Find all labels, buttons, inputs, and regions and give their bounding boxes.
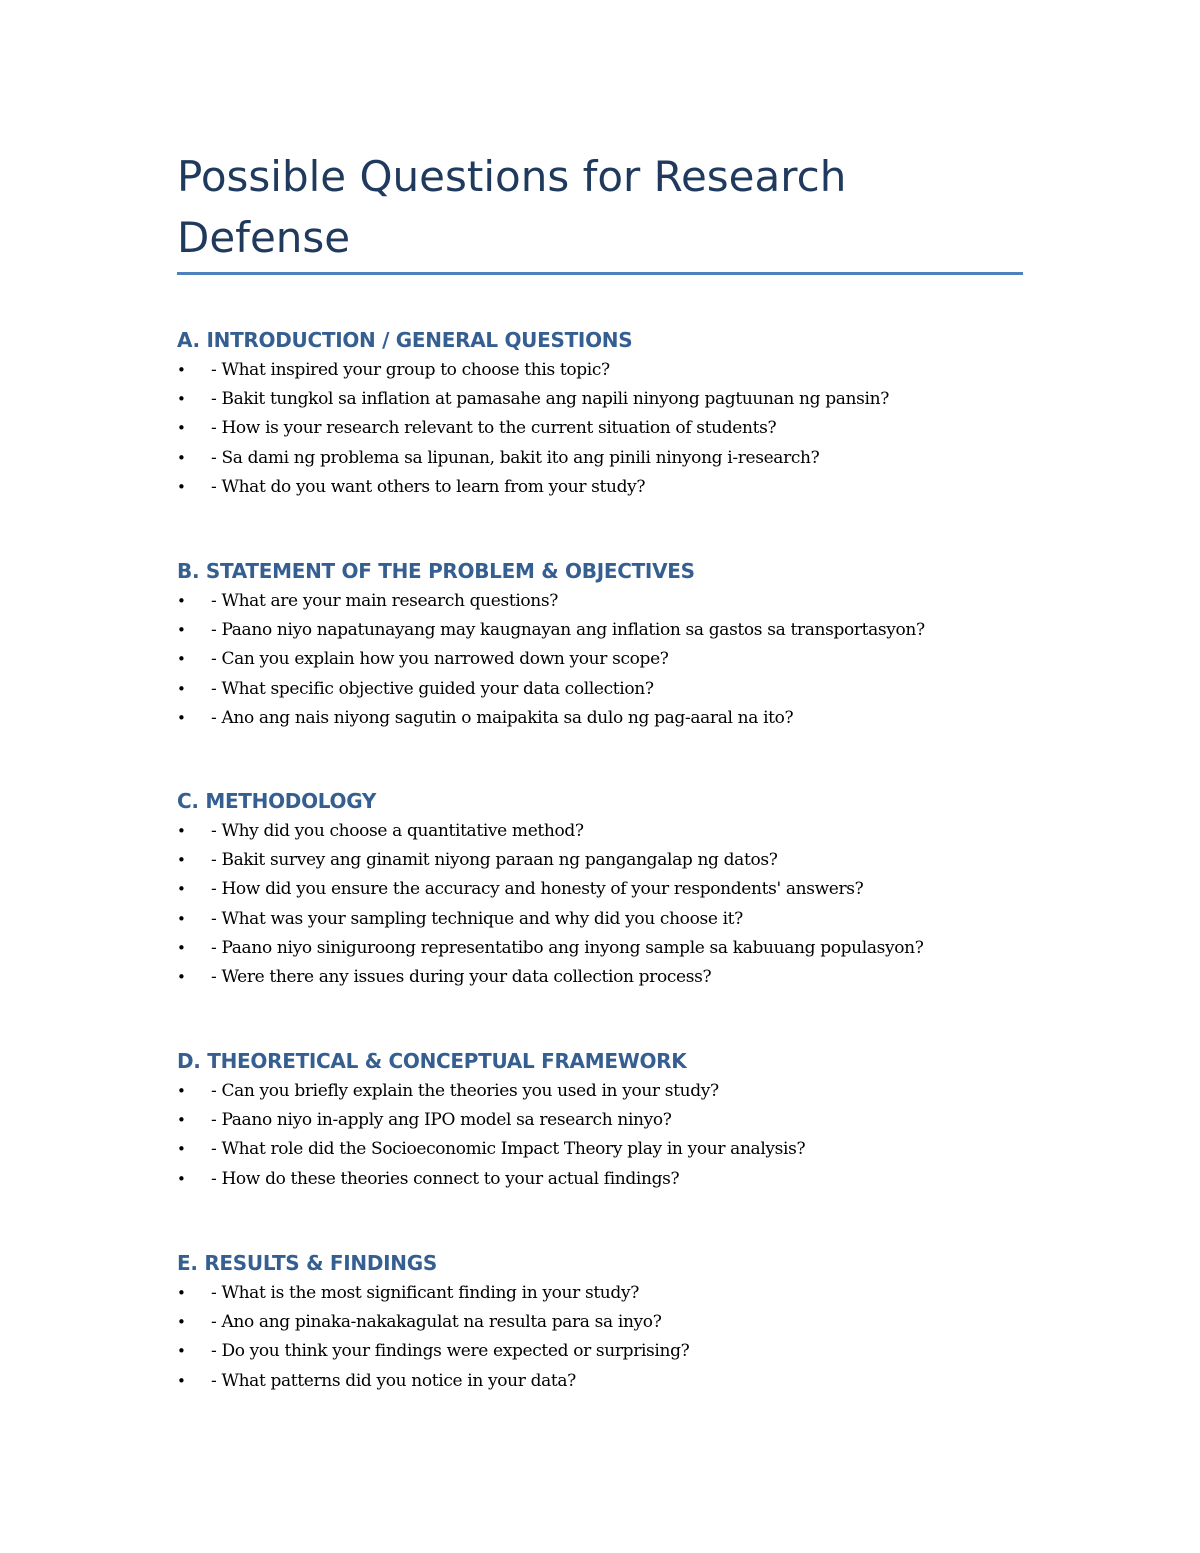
bullet-icon: • bbox=[177, 592, 186, 610]
bullet-icon: • bbox=[177, 390, 186, 409]
list-item bbox=[177, 385, 1077, 414]
question-text: - How do these theories connect to your actual findings? bbox=[211, 1168, 680, 1189]
section-heading: B. STATEMENT OF THE PROBLEM & OBJECTIVES bbox=[177, 559, 695, 583]
bullet-icon: • bbox=[177, 967, 186, 986]
bullet-icon: • bbox=[177, 938, 186, 957]
bullet-icon: • bbox=[177, 880, 186, 899]
bullet-icon: • bbox=[177, 1371, 186, 1390]
bullet-icon: • bbox=[177, 1313, 186, 1332]
list-item bbox=[177, 1337, 1077, 1366]
question-text: - What is the most significant finding in your study? bbox=[211, 1283, 639, 1303]
section-problem-objectives bbox=[177, 556, 1077, 733]
question-text: - Sa dami ng problema sa lipunan, bakit ito ang pinili ninyong i-research? bbox=[211, 447, 820, 468]
list-item bbox=[177, 1165, 1077, 1194]
list-item bbox=[177, 963, 1077, 992]
bullet-icon: • bbox=[177, 909, 186, 928]
list-item bbox=[177, 1367, 1077, 1396]
question-text: - Do you think your findings were expected or surprising? bbox=[211, 1341, 690, 1362]
list-item bbox=[177, 473, 1077, 502]
list-item bbox=[177, 934, 1077, 963]
question-text: - Why did you choose a quantitative method? bbox=[211, 821, 584, 841]
list-item bbox=[177, 1106, 1077, 1135]
question-text: - Were there any issues during your data collection process? bbox=[211, 966, 712, 987]
bullet-icon: • bbox=[177, 1342, 186, 1361]
question-text: - Paano niyo in-apply ang IPO model sa research ninyo? bbox=[211, 1110, 672, 1131]
list-item bbox=[177, 875, 1077, 904]
question-text: - Bakit tungkol sa inflation at pamasahe ang napili ninyong pagtuunan ng pansin? bbox=[211, 389, 889, 410]
document-title: Possible Questions for Research Defense bbox=[177, 152, 847, 262]
question-text: - How did you ensure the accuracy and honesty of your respondents' answers? bbox=[211, 879, 864, 900]
question-list bbox=[177, 817, 1077, 992]
list-item bbox=[177, 616, 1077, 645]
bullet-icon: • bbox=[177, 419, 186, 438]
question-text: - Can you briefly explain the theories you used in your study? bbox=[211, 1081, 719, 1101]
section-results bbox=[177, 1248, 1077, 1396]
question-text: - What inspired your group to choose this topic? bbox=[211, 360, 610, 380]
section-heading: D. THEORETICAL & CONCEPTUAL FRAMEWORK bbox=[177, 1049, 687, 1073]
section-methodology bbox=[177, 786, 1077, 992]
list-item bbox=[177, 1279, 1077, 1308]
question-text: - What are your main research questions? bbox=[211, 591, 559, 611]
list-item bbox=[177, 704, 1077, 733]
title-underline bbox=[177, 272, 1023, 275]
bullet-icon: • bbox=[177, 851, 186, 870]
bullet-icon: • bbox=[177, 1284, 186, 1302]
section-heading: E. RESULTS & FINDINGS bbox=[177, 1251, 437, 1275]
list-item bbox=[177, 444, 1077, 473]
section-framework bbox=[177, 1046, 1077, 1194]
list-item bbox=[177, 1135, 1077, 1164]
question-text: - What do you want others to learn from your study? bbox=[211, 476, 646, 497]
question-text: - What specific objective guided your data collection? bbox=[211, 678, 654, 699]
bullet-icon: • bbox=[177, 448, 186, 467]
bullet-icon: • bbox=[177, 1169, 186, 1188]
question-text: - Can you explain how you narrowed down your scope? bbox=[211, 649, 669, 670]
bullet-icon: • bbox=[177, 822, 186, 840]
list-item bbox=[177, 846, 1077, 875]
bullet-icon: • bbox=[177, 361, 186, 379]
question-text: - What patterns did you notice in your data? bbox=[211, 1370, 576, 1391]
list-item bbox=[177, 817, 1077, 846]
question-text: - What was your sampling technique and why did you choose it? bbox=[211, 908, 743, 929]
question-list bbox=[177, 587, 1077, 733]
list-item bbox=[177, 905, 1077, 934]
question-text: - Ano ang nais niyong sagutin o maipakita sa dulo ng pag-aaral na ito? bbox=[211, 707, 794, 728]
question-text: - How is your research relevant to the current situation of students? bbox=[211, 418, 777, 439]
list-item bbox=[177, 414, 1077, 443]
bullet-icon: • bbox=[177, 1082, 186, 1100]
bullet-icon: • bbox=[177, 621, 186, 640]
bullet-icon: • bbox=[177, 679, 186, 698]
list-item bbox=[177, 675, 1077, 704]
list-item bbox=[177, 356, 1077, 385]
list-item bbox=[177, 587, 1077, 616]
list-item bbox=[177, 1077, 1077, 1106]
section-heading: C. METHODOLOGY bbox=[177, 789, 377, 813]
section-introduction bbox=[177, 325, 1077, 502]
question-text: - Ano ang pinaka-nakakagulat na resulta para sa inyo? bbox=[211, 1312, 662, 1333]
question-text: - Bakit survey ang ginamit niyong paraan ng pangangalap ng datos? bbox=[211, 850, 778, 871]
question-text: - Paano niyo siniguroong representatibo ang inyong sample sa kabuuang populasyon? bbox=[211, 937, 924, 958]
bullet-icon: • bbox=[177, 1111, 186, 1130]
question-list bbox=[177, 1279, 1077, 1396]
bullet-icon: • bbox=[177, 650, 186, 669]
list-item bbox=[177, 1308, 1077, 1337]
section-heading: A. INTRODUCTION / GENERAL QUESTIONS bbox=[177, 328, 633, 352]
question-text: - What role did the Socioeconomic Impact Theory play in your analysis? bbox=[211, 1139, 806, 1160]
question-list bbox=[177, 1077, 1077, 1194]
bullet-icon: • bbox=[177, 1140, 186, 1159]
question-list bbox=[177, 356, 1077, 502]
list-item bbox=[177, 645, 1077, 674]
question-text: - Paano niyo napatunayang may kaugnayan ang inflation sa gastos sa transportasyon? bbox=[211, 620, 925, 641]
bullet-icon: • bbox=[177, 477, 186, 496]
bullet-icon: • bbox=[177, 708, 186, 727]
